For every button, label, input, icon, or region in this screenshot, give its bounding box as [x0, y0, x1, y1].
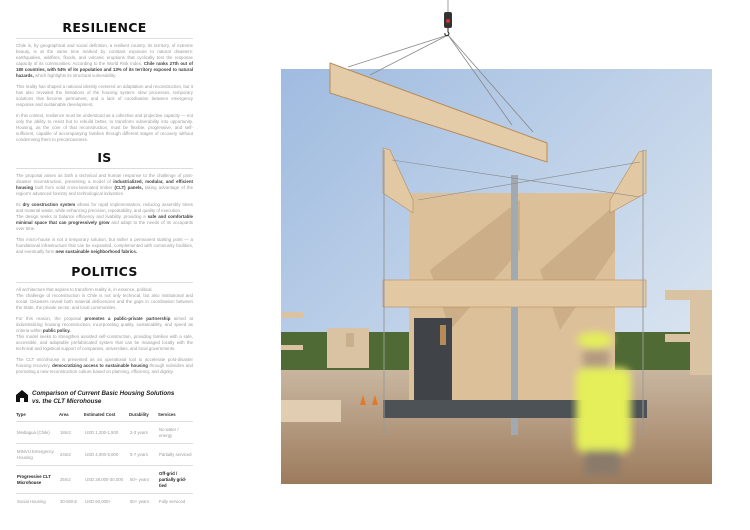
- table-row-highlighted: [16, 466, 193, 494]
- bold-text: promotes a public-private partnership: [84, 316, 171, 322]
- cell: USD 28,000-30,000: [84, 466, 129, 494]
- bold-text: public policy.: [42, 327, 71, 333]
- text: Its: [16, 202, 23, 208]
- text: The CLT microhouse is presented as an operational tool to accelerate post-disaster housing recovery,: [16, 357, 193, 368]
- cell: 2-3 years: [129, 422, 158, 444]
- cell: Progressive CLT Microhouse: [16, 466, 59, 494]
- cell: Mediagua (Chile): [16, 422, 59, 444]
- cell: USD 60,000+: [85, 499, 111, 505]
- table-row: [16, 444, 193, 466]
- text: built from solid cross-laminated timber: [33, 184, 115, 190]
- cell: 24m2: [59, 444, 84, 466]
- title-line: Comparison of Current Basic Housing Solutions: [32, 390, 175, 397]
- bold-text: dry construction system: [22, 202, 76, 208]
- cell: 50+ years: [129, 466, 158, 494]
- cell: Partially serviced: [158, 444, 193, 466]
- text: The design seeks to balance efficiency and livability, providing a: [16, 213, 148, 219]
- bold-text: Chile ranks 27th out of 180 countries, with 54% of its population and 13% of its territory exposed to natural hazards,: [16, 60, 194, 78]
- table-header-row: [16, 410, 193, 422]
- cell: Social Housing: [17, 499, 46, 505]
- is-heading: IS: [16, 150, 193, 169]
- text: For this reason, the proposal: [16, 316, 85, 322]
- cell: USD 4,000-5,000: [84, 444, 129, 466]
- resilience-paragraph: [16, 43, 193, 78]
- text: Chile is, by geographical and social definition, a resilient country. Its territory, of extreme beauty, is at the same time marked by constant exposure to natural disasters: earthquakes, wildfires, floods, and volcanic eruptions that cyclically test the response capacity of its communities. According to the World Risk Index,: [16, 43, 193, 66]
- header-cost: Estimated Cost: [84, 410, 129, 422]
- bold-text: democratizing access to sustainable housing: [52, 362, 148, 368]
- bold-text: new sustainable neighborhood fabrics.: [55, 248, 138, 254]
- bold-text: safe and comfortable minimal space that can progressively grow: [16, 213, 193, 225]
- politics-heading: POLITICS: [16, 264, 193, 283]
- cell: No water / energy: [158, 422, 193, 444]
- text: This micro-house is not a temporary solution, but rather a permanent starting point — a foundational infrastructure that can be expanded, complemented with community facilities, and eventually form: [16, 237, 193, 254]
- comparison-table: [16, 410, 193, 510]
- politics-paragraph: [16, 357, 193, 375]
- header-services: Services: [158, 410, 193, 422]
- header-area: Area: [59, 410, 84, 422]
- bold-text: industrialized, modular, and efficient housing: [16, 178, 193, 190]
- bold-text: (CLT) panels,: [114, 184, 143, 190]
- table-row: [16, 422, 193, 444]
- table-title-text: [32, 390, 174, 406]
- text: through subsidies and promoting a new reconstruction culture based on planning, efficiency, and dignity.: [16, 362, 193, 374]
- cell: 50+ years: [130, 499, 149, 505]
- text: The challenge of reconstruction in Chile is not only technical, but also institutional and social. Disasters reveal both material deficiencies and the gaps in coordination between the State, the private sector, and local communities.: [16, 292, 193, 310]
- resilience-paragraph: In this context, resilience must be understood as a collective and projective capacity — not only the ability to resist but to rebuild better, to transform vulnerability into opportunity. Housing, as the core of that reconstruction, must be flexible, progressive, and self-sufficient, capable of accompanying families through different stages of recovery without condemning them to precariousness.: [16, 113, 193, 142]
- house-icon: [16, 390, 28, 402]
- clt-microhouse-render: [270, 0, 750, 530]
- resilience-heading: RESILIENCE: [16, 20, 193, 39]
- text: taking advantage of the region's advanced forestry and technological industries.: [16, 184, 194, 196]
- header-durability: Durability: [129, 410, 158, 422]
- text: and adapt to the needs of its occupants over time.: [16, 219, 193, 231]
- cell: 18m2: [59, 422, 84, 444]
- crane-hook-icon: [444, 12, 452, 36]
- title-line: vs. the CLT Microhouse: [32, 398, 102, 405]
- header-type: Type: [16, 410, 59, 422]
- text: All architecture that aspires to transform reality is, in essence, political.: [16, 287, 153, 292]
- cell: USD 1,200-1,500: [84, 422, 129, 444]
- resilience-paragraph: This reality has shaped a national identity centered on adaptation and reconstruction, but it has also revealed the limitations of the housing system: slow processes, temporary solutions that become permanent, and a lack of coordination between emergency response and sustainable development.: [16, 83, 193, 107]
- cell: Fully serviced: [159, 499, 186, 505]
- text: allows for rapid implementation, reducing assembly times and material waste, while enhancing precision, repeatability, and quality of execution.: [16, 202, 194, 214]
- cell: Off-grid / partially grid-tied: [158, 466, 193, 494]
- is-paragraph: [16, 237, 193, 255]
- is-section: [16, 150, 193, 260]
- table-title: [16, 390, 174, 406]
- resilience-section: [16, 20, 193, 148]
- door: [414, 318, 452, 400]
- text: aimed at industrializing housing reconstruction, incorporating quality, sustainability, and speed as criteria within: [16, 316, 194, 333]
- is-paragraph: [16, 202, 193, 232]
- table-row: [16, 494, 193, 510]
- text: This model seeks to strengthen assisted self-construction, providing families with a safe, accessible, and adaptable prefabricated system that can be managed locally with the technical and logistical support of companies, universities, and local governments.: [16, 333, 193, 351]
- politics-paragraph: [16, 316, 193, 351]
- cell: 25m2: [59, 466, 84, 494]
- politics-section: [16, 264, 193, 380]
- text: which highlights its structural vulnerability.: [33, 72, 117, 78]
- cell: 5-7 years: [129, 444, 158, 466]
- cell: 30-50m2: [60, 499, 77, 505]
- cell: MINVU Emergency Housing: [16, 444, 59, 466]
- politics-paragraph: [16, 287, 193, 311]
- text: The proposal arises as both a technical and human response to the challenge of post-disaster reconstruction, presenting a model of: [16, 173, 193, 184]
- is-paragraph: [16, 173, 193, 197]
